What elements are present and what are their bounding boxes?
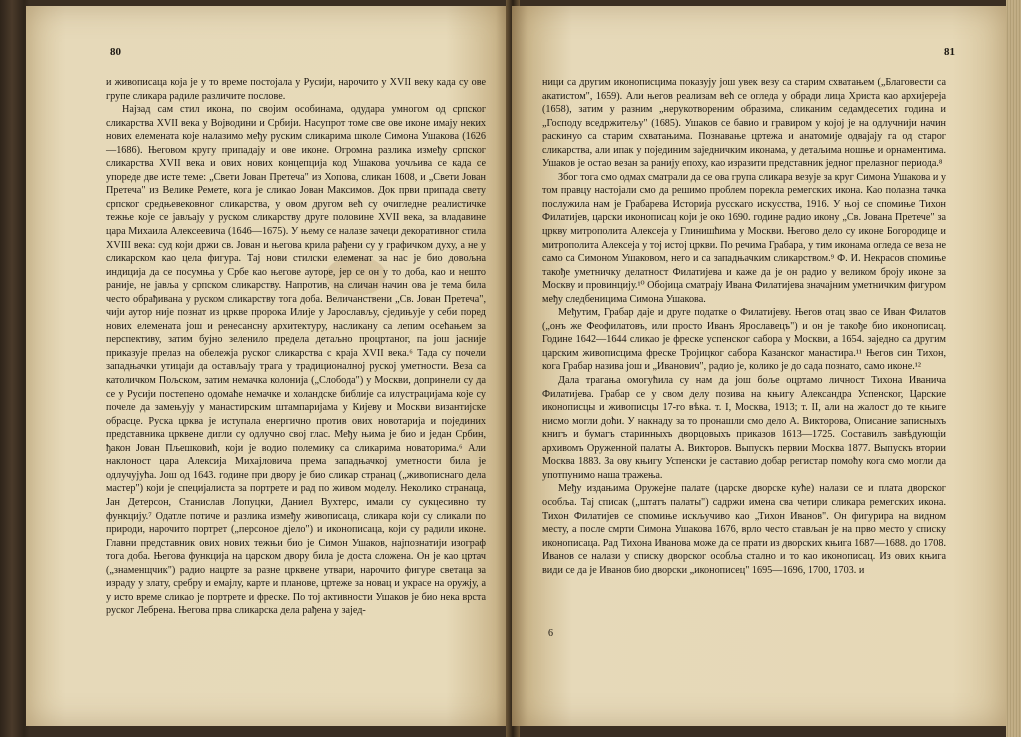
paragraph: ници са другим иконописцима показују још увек везу са старим схватањем („Благовести са акатистом", 1659). Али његов реализам већ се огледа у обради лица Христа као архијереја (1658), затим у разним „нерукотвореним образима, сликаним седамдесетих година и „Господу вседржитељу" (1685). Ушаков се бавио и гравиром у којој је на одлучнији начин раскинуо са старим схватањима. Познавање цртежа и анатомије одвајају га од старог сликарства, али ипак у појединим заједничким иконама, у детаљима ношње и орнаментима. Ушаков је остао везан за ранију епоху, као изразити представник једног прелазног периода.⁸: [542, 77, 946, 170]
paragraph: Због тога смо одмах сматрали да се ова група сликара везује за круг Симона Ушакова и у том правцу настојали смо да решимо проблем порекла ремегских икона. Као полазна тачка послужила нам је Грабарева Историја русскаго искусства, 1916. У њој се спомиње Тихон Филатијев, царски иконописац који је око 1690. године радио икону „Св. Јована Претече" за цркву митрополита Алексеја у Глинишћима у Москви. Његово дело су иконе Богородице и митрополита Алексеја у тој истој цркви. По речима Грабара, у тим иконама огледа се веза не само са Симоном Ушаковом, него и са западњачким сликарством.⁹ Ф. И. Некрасов спомиње такође уметничку делатност Филатијева и каже да је он радио у великом броју иконе за Москву и провинцију.¹⁰ Обојица сматрају Ивана Филатијева значајним уметничким фигуром међу следбеницима Симона Ушакова.: [542, 171, 946, 305]
right-page: [512, 6, 1006, 726]
page-number-right: 81: [944, 46, 955, 58]
right-page-text: [542, 76, 946, 577]
left-page-text: [106, 76, 486, 618]
page-edges: [1006, 0, 1021, 737]
paragraph: Најзад сам стил икона, по својим особинама, одудара умногом од српског сликарства XVII века у Војводини и Србији. Насупрот томе све ове иконе имају неких нових елемената које налазимо међу руским сликарима школе Симона Ушакова (1626—1686). Његовом кругу припадају и ове иконе. Огромна разлика између српског сликарства XVII века и ових нових концепција код Ушакова уочљива се када се упореде две исте теме: „Свети Јован Претеча" из Хопова, сликан 1608, и „Свети Јован Претеча" из Велике Ремете, кога је сликао Јован Максимов. Док први припада свету српског средњевековног сликарства, у овом другом већ су очигледне реалистичке тежње које се јављају у руском сликарству друге половине XVII века, за владавине цара Михаила Алексеевича (1646—1675). У њему се налазе зачеци декоративног стила XVIII века: суд који држи св. Јован и његова крила рађени су у графичком духу, а не у сликарском као цела фигура. Тај нови стилски елеменат за нас је био довољна индиција да се посумња у Србе као његове ауторе, јер се он у то доба, као и нешто раније, не јавља у српском сликарству. Напротив, на сличан начин ова је тема била често обрађивана у руском сликарству тога доба. Величанствени „Св. Јован Претеча", чији аутор није познат из цркве пророка Илије у Јарослављу, сједињује у себи поред нових елемената још и ренесансну архитектуру, насликану са лепим осећањем за перспективу, затим бујно зеленило предела детаљно процртаног, па још јасније приказује прелаз на обележја руског сликарства с краја XVII века.⁶ Тада су почели западњачки утицаји да остављају трага у традиционалној руској уметности. Веза са католичком Пољском, затим немачка колонија („Слобода") у Москви, допринели су да се у Русији постепено одомаће немачке и холандске библије са илустрацијама које су почеле да замењују у манастирским штампаријама у Кијеву и Москви византијске обрасце. Руска црква је иступала енергично против ових новотарија и појединих представника црквене дигли су одлучно свој глас. Међу њима је био и један Србин, ђакон Јован Пљешковић, који је водио полемику са сликарима новаторима.⁶ Али наклоност цара Алексија Михајловича према западњачкој уметности била је одлучујућа. Још од 1643. године при двору је био сликар странац („живописнаго дела мастер") који је специјалиста за портрете и рад по живом моделу. Неколико странаца, Јан Детерсон, Станислав Лопуцки, Даниел Вухтерс, имали су сукцесивно ту функцију.⁷ Одатле потиче и разлика између живописаца, сликара који су сликали по природи, нарочито портрет („персоное дјело") и иконописаца, који су радили иконе. Главни представник ових нових тежњи био је Симон Ушаков, најпознатији изограф тога доба. Његова функција на царском двору била је доста сложена. Он је као цртач („знаменщчик") радио нацрте за разне црквене утвари, нарочито фигуре светаца за израду у злату, сребру и емајлу, карте и планове, цртеже за новац и украсе на оружју, а у исто време сликао је портрете и фреске. По тој активности Ушаков је био нека врста руског Лебрена. Његова прва сликарска дела рађена у зајед-: [106, 104, 486, 617]
signature-mark: 6: [548, 628, 553, 639]
page-number-left: 80: [110, 46, 121, 58]
paragraph: и живописаца која је у то време постојала у Русији, нарочито у XVII веку када су ове групе сликара радиле различите послове.: [106, 77, 486, 102]
paragraph: Дала трагања омогућила су нам да још боље оцртамо личност Тихона Иванича Филатијева. Грабар се у свом делу позива на књигу Александра Успенског, Царские иконописцы и живописцы 17-го вѣка. т. I, Москва, 1913; т. II, али на жалост до те књиге нисмо могли доћи. У накнаду за то пронашли смо дело А. Викторова, Описание записныхъ книгъ и бумагъ старинныхъ дворцовыхъ приказов 1613—1725. Составилъ завѣдующiи архивомъ Оруженной палаты А. Викторов. Выпускъ первии Москва 1877. Выпускъ втории Москва 1883. За ову књигу Успенски је саставио добар регистар помоћу кога смо могли да употпунимо наша тражења.: [542, 375, 946, 481]
left-page: [26, 6, 512, 726]
paragraph: Међутим, Грабар даје и друге податке о Филатијеву. Његов отац звао се Иван Филатов („онъ же Феофилатовъ, или просто Иванъ Ярославецъ") и он је такође био иконописац. Године 1642—1644 сликао је фреске успенског сабора у Москви, а 1654. заједно са другим царским живописцима фреске Тројицког сабора Казанског манастира.¹¹ Његов син Тихон, кога Грабар назива још и „Иванович", радио је, колико је до сада познато, само иконе.¹²: [542, 307, 946, 373]
paragraph: Међу издањима Оружејне палате (царске дворске куће) налази се и плата дворског особља. Тај списак („штатъ палаты") садржи имена сва четири сликара ремегских икона. Тихон Филатијев се спомиње искључиво као „Тихон Иванов". Он фигурира на видном месту, а после смрти Симона Ушакова 1676, врло често стављан је на прво место у списку иконописаца. Рад Тихона Иванова може да се прати из дворских књига 1687—1688. до 1708. Иванов се налази у списку дворског особља стално и то као иконописац. Из ових књига види се да је Иванов био дворски „иконописец" 1695—1696, 1700, 1703. и: [542, 483, 946, 576]
